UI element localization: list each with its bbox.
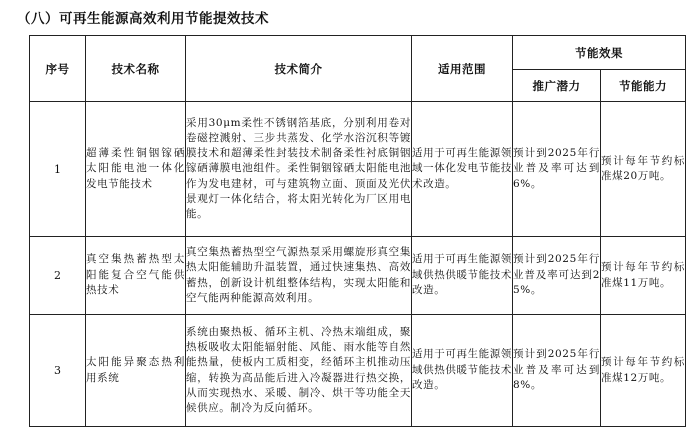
row-seq: 3 xyxy=(30,315,86,427)
row-scope: 适用于可再生能源领域供热供暖节能技术改造。 xyxy=(412,315,513,427)
section-heading: （八）可再生能源高效利用节能提效技术 xyxy=(17,11,269,27)
row-tech-name: 太阳能异聚态热利用系统 xyxy=(86,315,186,427)
row-tech-intro: 真空集热蓄热型空气源热泵采用螺旋形真空集热太阳能辅助升温装置，通过快速集热、高效蓄热，创新设计机组整体结构，实现太阳能和空气能两种能源高效利用。 xyxy=(186,237,412,315)
header-seq: 序号 xyxy=(30,36,86,102)
row-scope: 适用于可再生能源领域一体化发电节能技术改造。 xyxy=(412,102,513,237)
row-tech-name: 真空集热蓄热型太阳能复合空气能供热技术 xyxy=(86,237,186,315)
header-capacity: 节能能力 xyxy=(601,70,686,102)
table-row xyxy=(30,315,686,427)
row-scope: 适用于可再生能源领域供热供暖节能技术改造。 xyxy=(412,237,513,315)
header-scope: 适用范围 xyxy=(412,36,513,102)
row-seq: 1 xyxy=(30,102,86,237)
table-row xyxy=(30,102,686,237)
row-capacity: 预计每年节约标准煤20万吨。 xyxy=(601,102,686,237)
row-potential: 预计到2025年行业普及率可达到25%。 xyxy=(513,237,601,315)
table-row xyxy=(30,237,686,315)
header-effect-group: 节能效果 xyxy=(513,36,686,70)
row-potential: 预计到2025年行业普及率可达到8%。 xyxy=(513,315,601,427)
header-name: 技术名称 xyxy=(86,36,186,102)
row-seq: 2 xyxy=(30,237,86,315)
row-tech-name: 超薄柔性铜铟镓硒太阳能电池一体化发电节能技术 xyxy=(86,102,186,237)
row-tech-intro: 系统由聚热板、循环主机、冷热末端组成，聚热板吸收太阳能辐射能、风能、雨水能等自然能热量，使板内工质相变，经循环主机推动压缩，转换为高品能后进入冷凝器进行热交换，从而实现热水、采暖、制冷、烘干等功能全天候供应。制冷为反向循环。 xyxy=(186,315,412,427)
row-capacity: 预计每年节约标准煤12万吨。 xyxy=(601,315,686,427)
technology-table xyxy=(29,35,686,427)
header-intro: 技术简介 xyxy=(186,36,412,102)
row-capacity: 预计每年节约标准煤11万吨。 xyxy=(601,237,686,315)
header-potential: 推广潜力 xyxy=(513,70,601,102)
row-tech-intro: 采用30μm柔性不锈钢箔基底，分别利用卷对卷磁控溅射、三步共蒸发、化学水浴沉积等镀膜技术和超薄柔性封装技术制备柔性衬底铜铟镓硒薄膜电池组件。柔性铜铟镓硒太阳能电池作为发电建材，可与建筑物立面、顶面及光伏景观灯一体化结合，将太阳光转化为厂区用电能。 xyxy=(186,102,412,237)
row-potential: 预计到2025年行业普及率可达到6%。 xyxy=(513,102,601,237)
